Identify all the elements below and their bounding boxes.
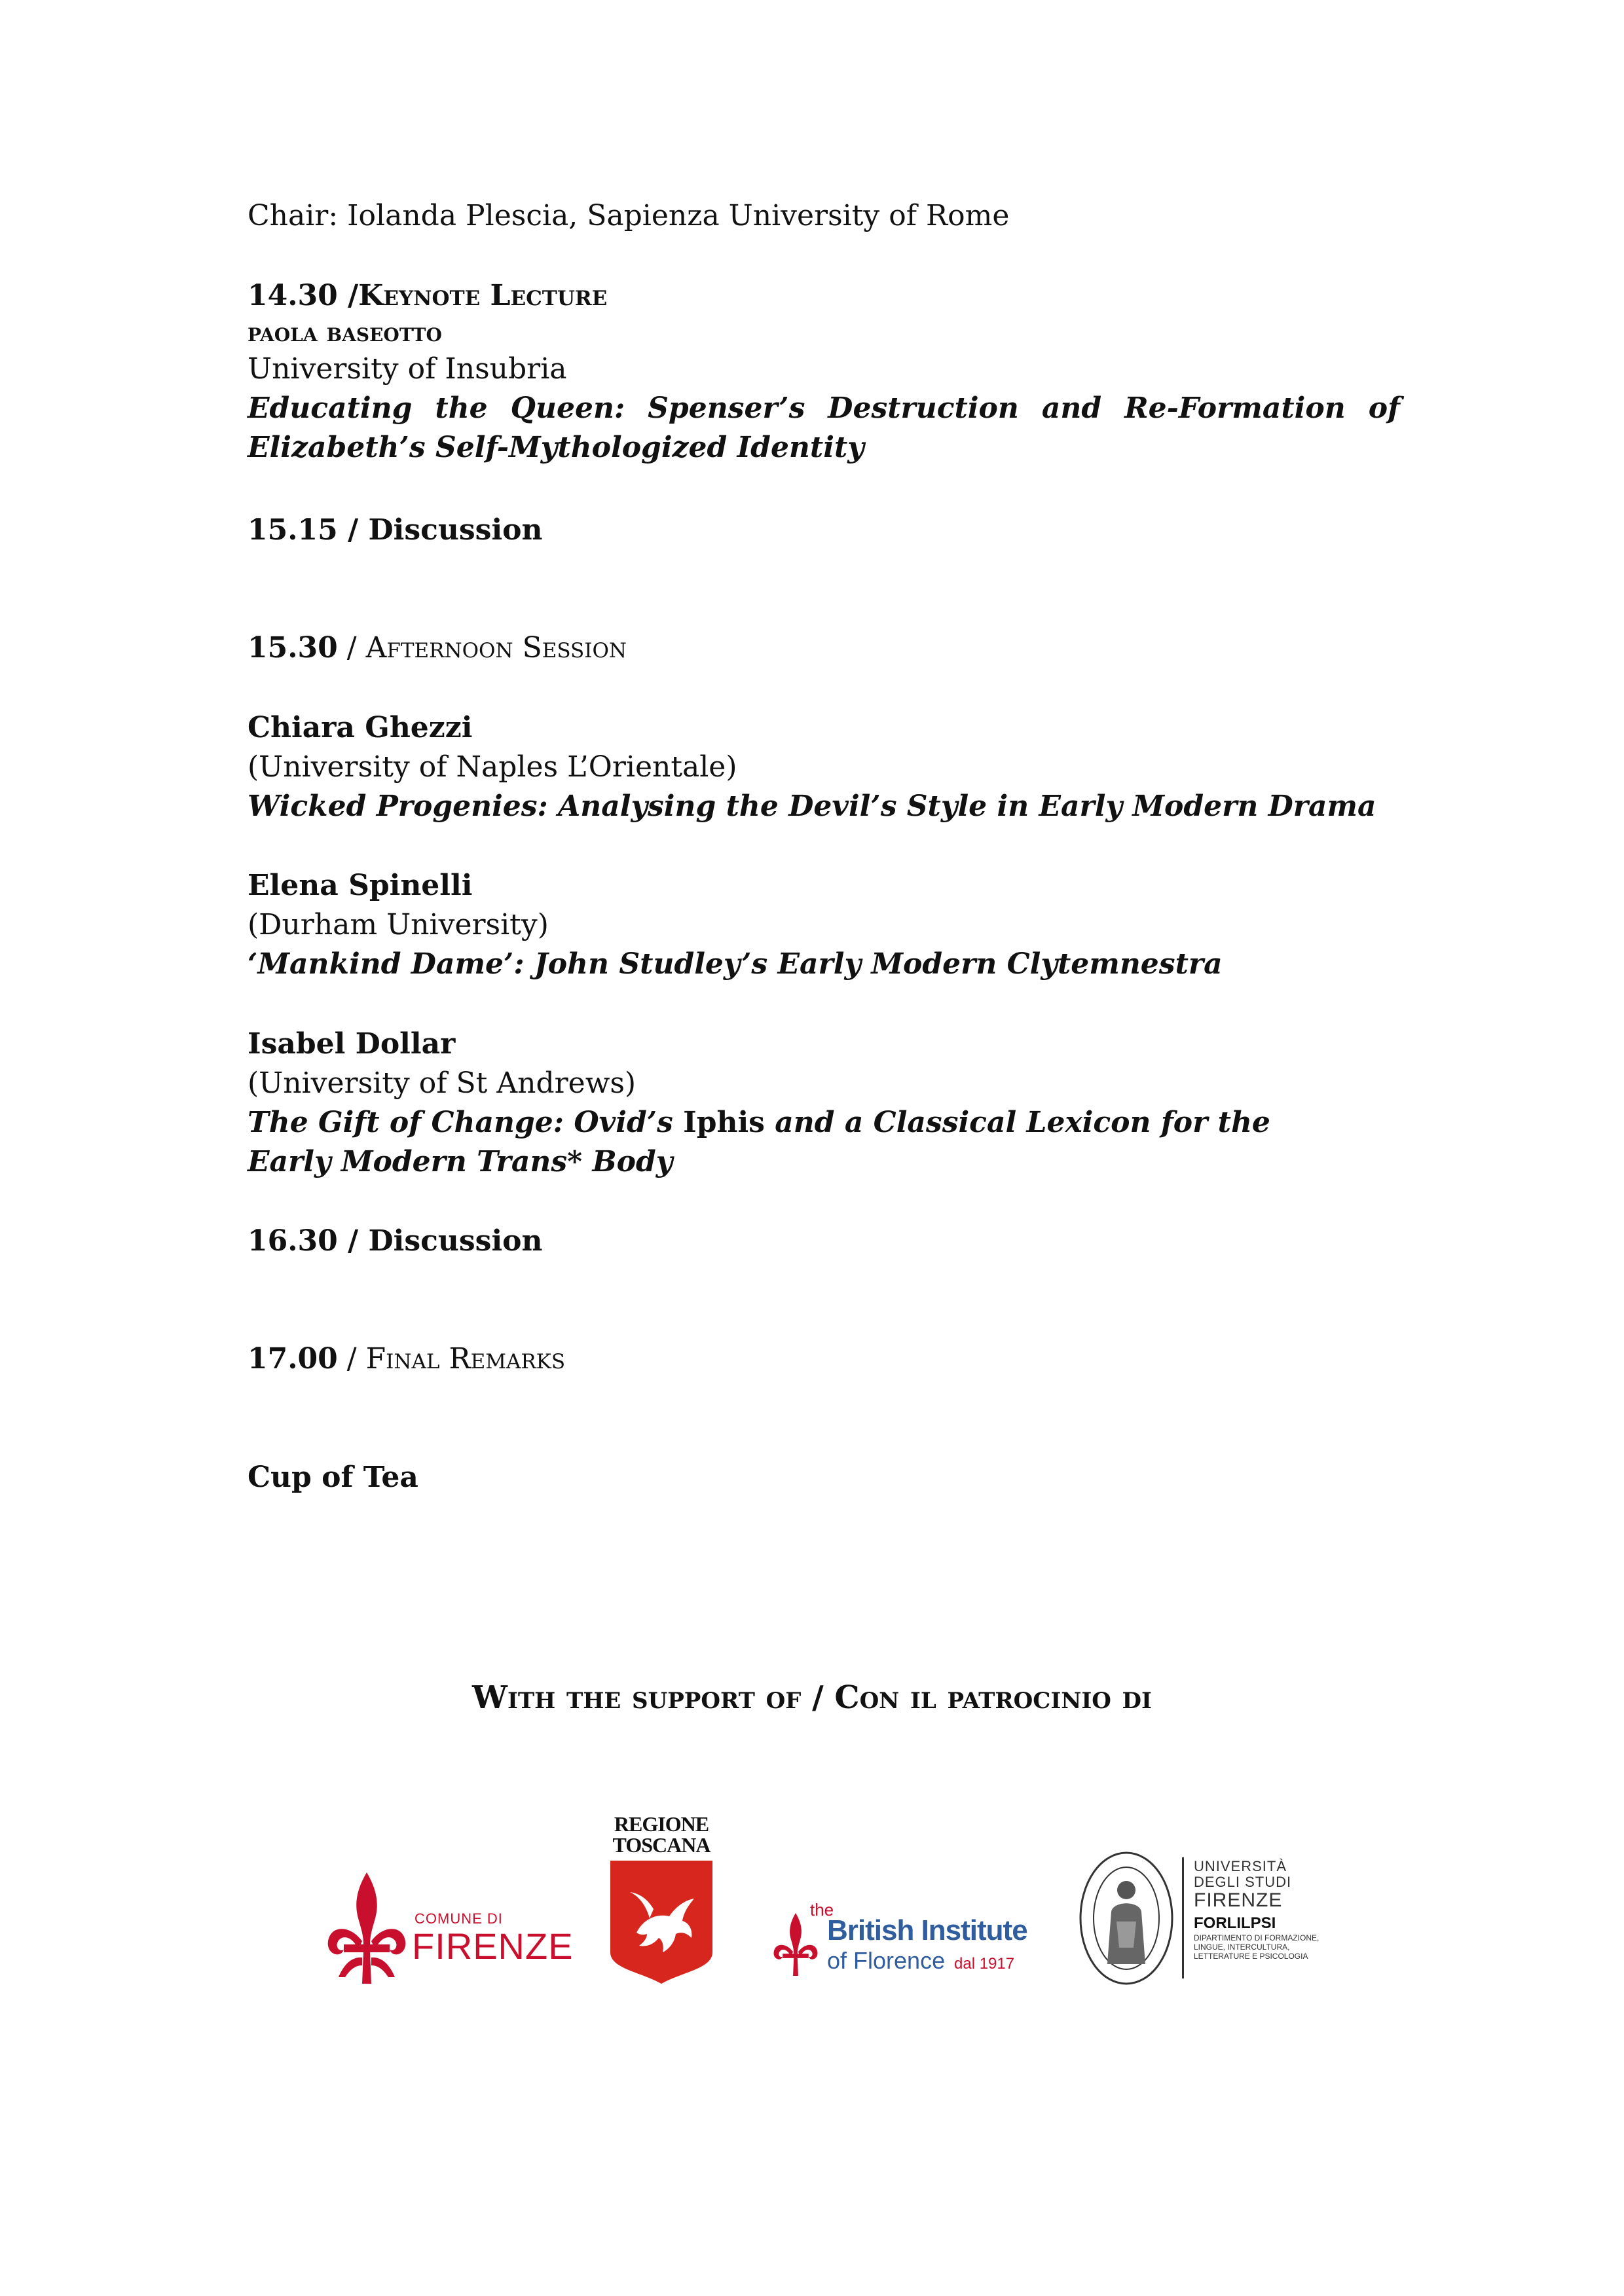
discussion-2: 16.30 / Discussion (248, 1224, 543, 1258)
comune-firenze-logo (324, 1872, 574, 1984)
talk-affiliation: (University of Naples L’Orientale) (248, 750, 737, 784)
forlilpsi-sub3: LETTERATURE E PSICOLOGIA (1194, 1952, 1308, 1961)
discussion-1: 15.15 / Discussion (248, 513, 543, 547)
final-remarks-heading: 17.00 / Final Remarks (248, 1342, 566, 1376)
regione-toscana-logo (606, 1813, 717, 1984)
keynote-affiliation: University of Insubria (248, 352, 567, 386)
keynote-block (248, 276, 1400, 467)
firenze-line2: FIRENZE (412, 1925, 574, 1967)
support-heading: With the support of / Con il patrocinio di (472, 1679, 1152, 1716)
unifi-line2: DEGLI STUDI (1194, 1874, 1292, 1890)
british-since: dal 1917 (954, 1955, 1015, 1973)
talk-speaker: Chiara Ghezzi (248, 711, 473, 744)
british-the: the (810, 1900, 834, 1920)
pegasus-shield-icon (610, 1861, 712, 1984)
keynote-title: Educating the Queen: Spenser’s Destruction and Re-Formation of Elizabeth’s Self-Mythologized Identity (248, 392, 1400, 464)
keynote-speaker: paola baseotto (248, 317, 442, 348)
afternoon-label: Afternoon Session (365, 631, 627, 665)
cup-of-tea: Cup of Tea (248, 1461, 418, 1494)
afternoon-session-heading: 15.30 / Afternoon Session (248, 631, 627, 665)
unifi-forlilpsi-logo (1077, 1850, 1339, 1987)
forlilpsi-sub2: LINGUE, INTERCULTURA, (1194, 1942, 1290, 1952)
firenze-line1: COMUNE DI (415, 1910, 503, 1927)
toscana-line2: TOSCANA (612, 1833, 710, 1857)
toscana-line1: REGIONE (614, 1812, 709, 1836)
talk-title: The Gift of Change: Ovid’s Iphis and a Classical Lexicon for the Early Modern Trans* Body (248, 1106, 1270, 1178)
talk-affiliation: (Durham University) (248, 908, 549, 941)
unifi-line1: UNIVERSITÀ (1194, 1858, 1287, 1874)
talk-affiliation: (University of St Andrews) (248, 1066, 637, 1100)
fleur-de-lis-icon (324, 1872, 409, 1984)
british-institute-logo (769, 1886, 1044, 1977)
british-of: of Florence (827, 1947, 946, 1974)
final-time: 17.00 (248, 1342, 338, 1376)
unifi-line3: FIRENZE (1194, 1889, 1283, 1911)
talk-title: Wicked Progenies: Analysing the Devil’s Style in Early Modern Drama (248, 790, 1376, 823)
keynote-label: Keynote Lecture (358, 279, 608, 312)
talk-title: ‘Mankind Dame’: John Studley’s Early Modern Clytemnestra (248, 947, 1223, 981)
british-name: British Institute (827, 1914, 1027, 1946)
talk-speaker: Elena Spinelli (248, 869, 473, 902)
afternoon-time: 15.30 (248, 631, 338, 665)
talk-1 (248, 708, 1400, 826)
keynote-heading: 14.30 /Keynote Lecture (248, 279, 608, 312)
final-label: Final Remarks (365, 1342, 566, 1376)
logo-divider (1182, 1857, 1184, 1978)
talk-speaker: Isabel Dollar (248, 1027, 456, 1061)
talk-3 (248, 1025, 1308, 1182)
keynote-time: 14.30 (248, 279, 338, 312)
forlilpsi-dept: FORLILPSI (1194, 1914, 1276, 1932)
talk-2 (248, 866, 1400, 984)
fleur-de-lis-icon (769, 1913, 822, 1976)
university-seal-icon (1077, 1850, 1175, 1987)
chair-line: Chair: Iolanda Plescia, Sapienza University of Rome (248, 199, 1010, 232)
forlilpsi-sub1: DIPARTIMENTO DI FORMAZIONE, (1194, 1933, 1320, 1942)
